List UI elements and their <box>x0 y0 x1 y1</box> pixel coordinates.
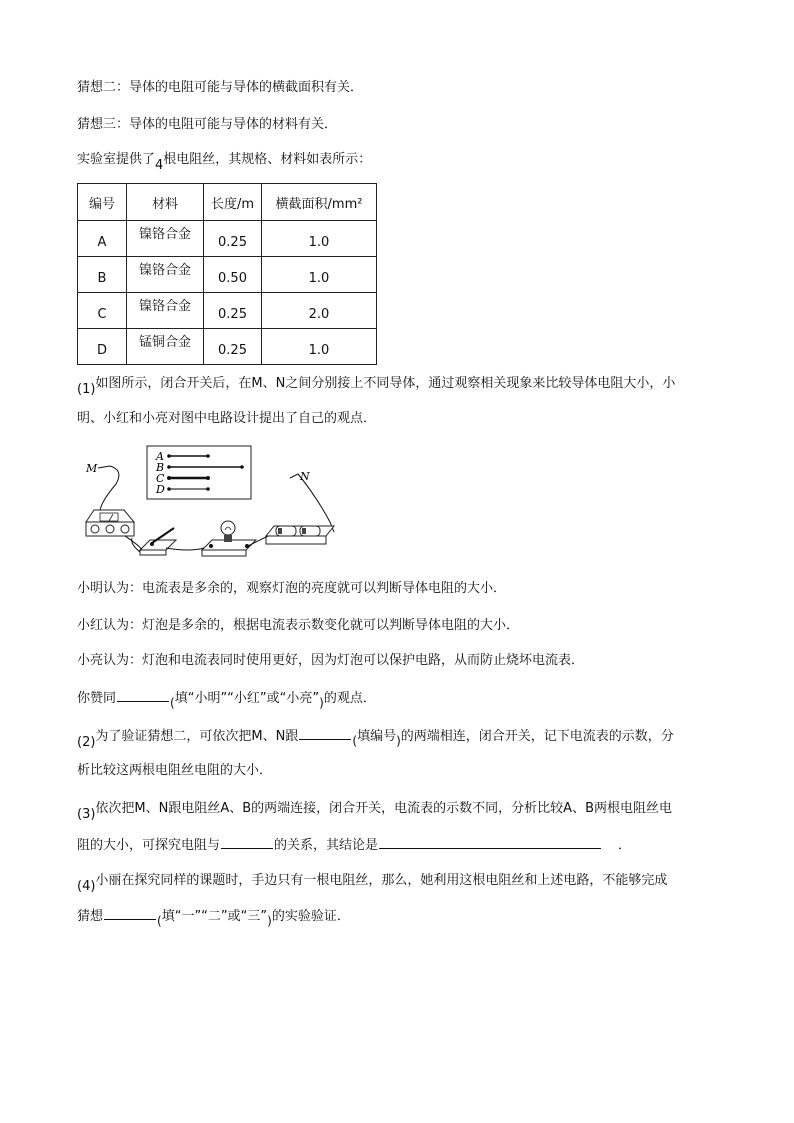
question-3-line-2: 阻的大小，可探究电阻与 的关系，其结论是 ． <box>77 838 632 853</box>
table-row <box>78 329 377 365</box>
question-3-number: (3) <box>77 807 96 822</box>
opinion-xiaoming: 小明认为：电流表是多余的，观察灯泡的亮度就可以判断导体电阻的大小． <box>77 581 507 596</box>
cell-material: 镍铬合金 <box>127 293 204 329</box>
wire-count: 4 <box>155 158 164 173</box>
question-4-line-1: (4)小丽在探究同样的课题时，手边只有一根电阻丝，那么，她利用这根电阻丝和上述电路，不能够完成 <box>77 873 668 894</box>
agree-question: 你赞同 (填“小明”“小红”或“小亮”)的观点． <box>77 691 376 710</box>
question-2-line-2: 析比较这两根电阻丝电阻的大小． <box>77 763 273 778</box>
label-n: N <box>300 470 310 483</box>
cell-material: 锰铜合金 <box>127 329 204 365</box>
cell-id: B <box>78 257 127 293</box>
table-row <box>78 221 377 257</box>
col-header-area: 横截面积/mm² <box>262 184 377 221</box>
table-row <box>78 293 377 329</box>
cell-area: 1.0 <box>262 329 377 365</box>
lead-n <box>290 474 334 532</box>
connector-wire <box>166 548 204 550</box>
table-row <box>78 257 377 293</box>
ammeter-icon <box>86 510 134 536</box>
col-header-material: 材料 <box>127 184 204 221</box>
question-2-line-1: (2)为了验证猜想二，可依次把M、N跟 (填编号)的两端相连，闭合开关，记下电流表的示数，分 <box>77 729 674 750</box>
cell-area: 1.0 <box>262 221 377 257</box>
intro-suffix: 根电阻丝，其规格、材料如表所示： <box>163 152 372 167</box>
question-4-line-2: 猜想 (填“一”“二”或“三”)的实验验证． <box>77 909 350 928</box>
cell-id: C <box>78 293 127 329</box>
answer-blank-q3-relation[interactable] <box>221 836 273 849</box>
q4-hint: 填“一”“二”或“三” <box>161 909 268 924</box>
label-m: M <box>86 462 98 475</box>
connector-wire <box>125 536 142 550</box>
cell-material: 镍铬合金 <box>127 221 204 257</box>
question-1-number: (1) <box>77 382 96 397</box>
answer-blank-q2[interactable] <box>299 727 351 740</box>
question-4-number: (4) <box>77 879 96 894</box>
agree-suffix: 的观点． <box>323 691 376 706</box>
cell-id: D <box>78 329 127 365</box>
cell-material: 镍铬合金 <box>127 257 204 293</box>
opinion-xiaohong: 小红认为：灯泡是多余的，根据电流表示数变化就可以判断导体电阻的大小． <box>77 618 520 633</box>
answer-blank-q3-conclusion[interactable] <box>379 836 601 849</box>
question-1-line-1 <box>77 375 676 397</box>
agree-prefix: 你赞同 <box>77 691 117 706</box>
circuit-diagram <box>80 440 340 565</box>
switch-icon <box>140 528 176 555</box>
bulb-icon <box>202 521 256 556</box>
question-1-text: 如图所示，闭合开关后，在M、N之间分别接上不同导体，通过观察相关现象来比较导体电阻大小，小 <box>95 376 676 391</box>
label-d: D <box>156 483 165 496</box>
agree-hint: 填“小明”“小红”或“小亮” <box>174 691 320 706</box>
hypothesis-2: 猜想二：导体的电阻可能与导体的横截面积有关． <box>77 80 364 95</box>
hypothesis-3: 猜想三：导体的电阻可能与导体的材料有关． <box>77 117 338 132</box>
question-2-number: (2) <box>77 735 96 750</box>
cell-length: 0.50 <box>204 257 262 293</box>
intro-prefix: 实验室提供了 <box>77 152 156 167</box>
cell-length: 0.25 <box>204 221 262 257</box>
col-header-id: 编号 <box>78 184 127 221</box>
table-header-row <box>78 184 377 221</box>
table-intro <box>77 151 372 173</box>
q2-hint: 填编号 <box>357 729 397 744</box>
label-a: A <box>156 450 164 463</box>
question-1-line-2: 明、小红和小亮对图中电路设计提出了自己的观点． <box>77 411 377 426</box>
connector-wire <box>132 538 140 552</box>
label-c: C <box>156 472 165 485</box>
cell-area: 1.0 <box>262 257 377 293</box>
col-header-length: 长度/m <box>204 184 262 221</box>
cell-length: 0.25 <box>204 293 262 329</box>
answer-blank-agree[interactable] <box>117 689 169 702</box>
battery-icon <box>266 526 334 544</box>
cell-area: 2.0 <box>262 293 377 329</box>
cell-length: 0.25 <box>204 329 262 365</box>
resistance-wire-table <box>77 183 377 365</box>
cell-id: A <box>78 221 127 257</box>
answer-blank-q4[interactable] <box>104 907 156 920</box>
opinion-xiaoliang: 小亮认为：灯泡和电流表同时使用更好，因为灯泡可以保护电路，从而防止烧坏电流表． <box>77 653 585 668</box>
question-3-line-1: (3)依次把M、N跟电阻丝A、B的两端连接，闭合开关，电流表的示数不同，分析比较A、B两根电阻丝电 <box>77 801 672 822</box>
label-b: B <box>156 461 165 474</box>
